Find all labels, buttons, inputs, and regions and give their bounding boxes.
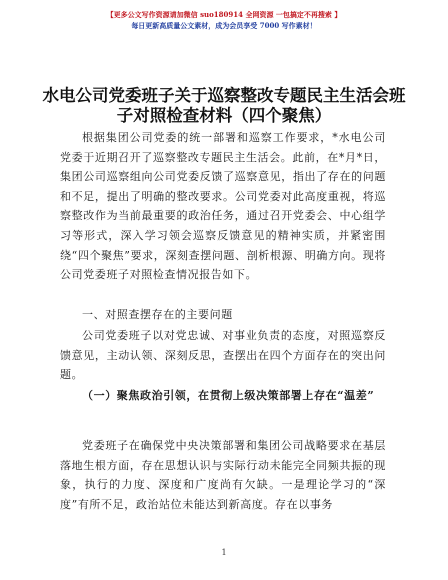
promo-banner-line-2: 每日更新高质量公文素材，成为会员享受 7000 写作素材！ <box>131 21 317 30</box>
section-1-paragraph: 公司党委班子以对党忠诚、对事业负责的态度，对照巡察反馈意见，主动认领、深刻反思，查摆出在四个方面存在的突出问题。 <box>60 329 386 382</box>
intro-paragraph: 根据集团公司党委的统一部署和巡察工作要求，*水电公司党委于近期召开了巡察整改专题民主生活会。此前，在*月*日，集团公司巡察组向公司党委反馈了巡察意见，指出了存在的问题和不足，提出了明确的整改要求。公司党委对此高度重视，将巡察整改作为当前最重要的政治任务，通过召开党委会、中心组学习等形式，深入学习领会巡察反馈意见的精神实质，并紧密围绕“四个聚焦”要求，深刻查摆问题、剖析根源、明确方向。现将公司党委班子对照检查情况报告如下。 <box>60 131 386 282</box>
subsection-1-heading: （一）聚焦政治引领，在贯彻上级决策部署上存在“温差” <box>82 389 375 402</box>
page-number: 1 <box>221 548 227 557</box>
subsection-1-paragraph: 党委班子在确保党中央决策部署和集团公司战略要求在基层落地生根方面，存在思想认识与实际行动未能完全同频共振的现象，执行的力度、深度和广度尚有欠缺。一是理论学习的“深度”有所不足，政治站位未能达到新高度。存在以事务 <box>60 439 386 511</box>
promo-banner-line-1: 【更多公文写作资源请加微信 suo180914 全网资源 一包搞定不再搜索 】 <box>106 10 342 19</box>
section-1-heading: 一、对照查摆存在的主要问题 <box>82 308 233 321</box>
document-title: 水电公司党委班子关于巡察整改专题民主生活会班子对照检查材料（四个聚焦） <box>42 86 406 125</box>
